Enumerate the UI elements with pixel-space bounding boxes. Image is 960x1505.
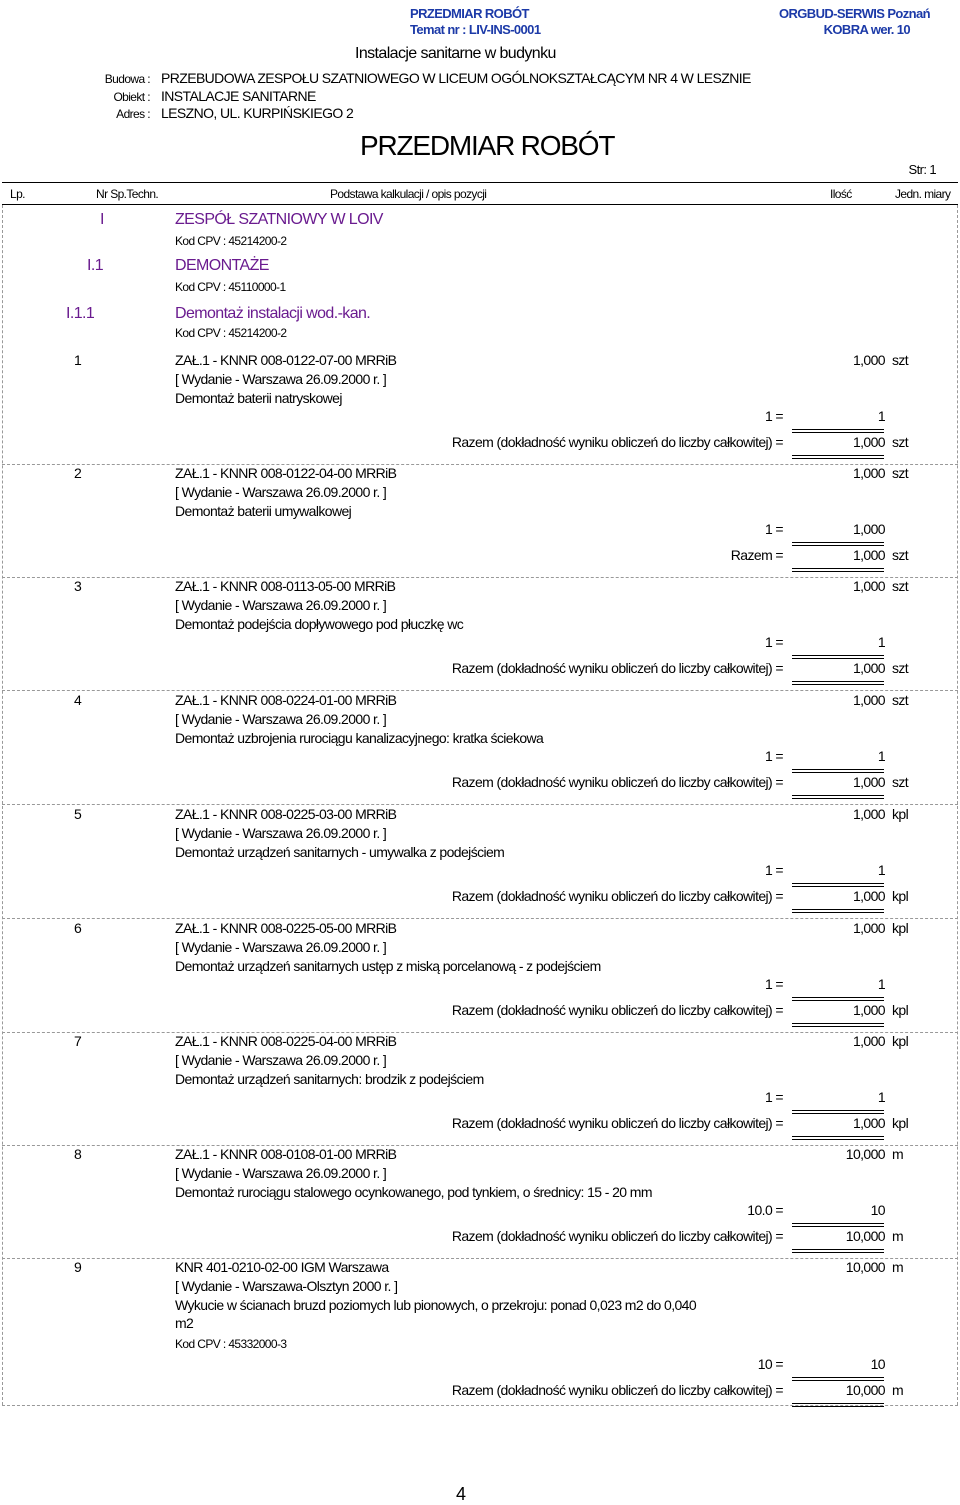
item-edition: [ Wydanie - Warszawa 26.09.2000 r. ] (175, 484, 387, 500)
col-ilosc: Ilość (830, 187, 852, 201)
section-3-title: Demontaż instalacji wod.-kan. (175, 305, 371, 322)
item-calc: 1 = (764, 862, 783, 878)
item-total-underline (792, 1136, 884, 1140)
header-rule-top (2, 182, 958, 183)
item-unit: szt (892, 352, 909, 368)
item-desc: Demontaż urządzeń sanitarnych ustęp z miską porcelanową - z podejściem (175, 958, 601, 974)
budowa-value: PRZEBUDOWA ZESPOŁU SZATNIOWEGO W LICEUM OGÓLNOKSZTAŁCĄCYM NR 4 W LESZNIE (161, 70, 751, 86)
item-desc: Demontaż urządzeń sanitarnych: brodzik z podejściem (175, 1071, 484, 1087)
section-3-num: I.1.1 (66, 305, 95, 322)
section-3-cpv: Kod CPV : 45214200-2 (175, 326, 287, 340)
item-calc-underline (792, 769, 884, 773)
item-cpv: Kod CPV : 45332000-3 (175, 1337, 287, 1351)
item-unit: m (892, 1259, 904, 1275)
header-right-subtitle: KOBRA wer. 10 (823, 22, 910, 37)
item-basis: ZAŁ.1 - KNNR 008-0225-05-00 MRRiB (175, 920, 397, 936)
item-total: 1,000 (852, 434, 885, 450)
adres-value: LESZNO, UL. KURPIŃSKIEGO 2 (161, 105, 354, 121)
item-qty: 1,000 (852, 920, 885, 936)
item-calc-underline (792, 1377, 884, 1381)
item-unit: kpl (892, 920, 909, 936)
item-unit: szt (892, 578, 909, 594)
item-razem-label: Razem = (730, 547, 783, 563)
obiekt-label: Obiekt : (113, 90, 150, 104)
item-calc-result: 1,000 (852, 521, 885, 537)
item-total: 10,000 (845, 1382, 885, 1398)
item-lp: 5 (74, 806, 82, 822)
item-razem-label: Razem (dokładność wyniku obliczeń do liczby całkowitej) = (451, 660, 783, 676)
item-total-unit: m (892, 1382, 904, 1398)
item-calc-underline (792, 542, 884, 546)
item-calc-underline (792, 655, 884, 659)
item-qty: 10,000 (845, 1259, 885, 1275)
item-total: 1,000 (852, 1002, 885, 1018)
item-qty: 1,000 (852, 465, 885, 481)
frame-right (957, 205, 958, 1405)
item-basis: KNR 401-0210-02-00 IGM Warszawa (175, 1259, 389, 1275)
item-lp: 8 (74, 1146, 82, 1162)
item-calc: 1 = (764, 521, 783, 537)
item-lp: 1 (74, 352, 82, 368)
item-lp: 3 (74, 578, 82, 594)
item-total-underline (792, 909, 884, 913)
col-nr: Nr Sp.Techn. (96, 187, 159, 201)
item-razem-label: Razem (dokładność wyniku obliczeń do liczby całkowitej) = (451, 1115, 783, 1131)
item-total-underline (792, 568, 884, 572)
item-desc: Demontaż baterii natryskowej (175, 390, 342, 406)
adres-label: Adres : (116, 107, 150, 121)
item-separator (2, 464, 958, 465)
col-podstawa: Podstawa kalkulacji / opis pozycji (330, 187, 487, 201)
item-total: 10,000 (845, 1228, 885, 1244)
item-total-unit: kpl (892, 1002, 909, 1018)
item-edition: [ Wydanie - Warszawa 26.09.2000 r. ] (175, 1165, 387, 1181)
item-separator (2, 918, 958, 919)
item-razem-label: Razem (dokładność wyniku obliczeń do liczby całkowitej) = (451, 1002, 783, 1018)
item-calc-result: 1 (877, 634, 885, 650)
item-total-underline (792, 1249, 884, 1253)
item-razem-label: Razem (dokładność wyniku obliczeń do liczby całkowitej) = (451, 888, 783, 904)
item-basis: ZAŁ.1 - KNNR 008-0225-03-00 MRRiB (175, 806, 397, 822)
item-edition: [ Wydanie - Warszawa 26.09.2000 r. ] (175, 1052, 387, 1068)
header-left-subtitle: Temat nr : LIV-INS-0001 (410, 22, 541, 37)
item-basis: ZAŁ.1 - KNNR 008-0224-01-00 MRRiB (175, 692, 397, 708)
obiekt-value: INSTALACJE SANITARNE (161, 88, 316, 104)
page-label: Str: 1 (908, 162, 936, 177)
item-basis: ZAŁ.1 - KNNR 008-0108-01-00 MRRiB (175, 1146, 397, 1162)
col-lp: Lp. (10, 187, 25, 201)
item-edition: [ Wydanie - Warszawa 26.09.2000 r. ] (175, 597, 387, 613)
section-2-num: I.1 (87, 257, 103, 274)
item-unit: m (892, 1146, 904, 1162)
item-desc: Demontaż baterii umywalkowej (175, 503, 352, 519)
item-calc-result: 10 (870, 1356, 885, 1372)
section-2-title: DEMONTAŻE (175, 257, 269, 274)
item-total: 1,000 (852, 660, 885, 676)
item-calc: 10 = (757, 1356, 783, 1372)
item-calc-result: 1 (877, 862, 885, 878)
item-unit: kpl (892, 806, 909, 822)
item-total-unit: szt (892, 547, 909, 563)
section-1-cpv: Kod CPV : 45214200-2 (175, 234, 287, 248)
item-qty: 1,000 (852, 352, 885, 368)
item-qty: 1,000 (852, 806, 885, 822)
item-qty: 1,000 (852, 1033, 885, 1049)
item-lp: 7 (74, 1033, 82, 1049)
item-edition: [ Wydanie - Warszawa 26.09.2000 r. ] (175, 939, 387, 955)
footer-page-number: 4 (456, 1484, 466, 1504)
item-total-unit: kpl (892, 1115, 909, 1131)
item-desc: Demontaż rurociągu stalowego ocynkowanego, pod tynkiem, o średnicy: 15 - 20 mm (175, 1184, 652, 1200)
section-2-cpv: Kod CPV : 45110000-1 (175, 280, 286, 294)
item-qty: 1,000 (852, 692, 885, 708)
item-razem-label: Razem (dokładność wyniku obliczeń do liczby całkowitej) = (451, 774, 783, 790)
item-lp: 4 (74, 692, 82, 708)
item-total-underline (792, 795, 884, 799)
header-left-title: PRZEDMIAR ROBÓT (410, 6, 529, 21)
item-separator (2, 577, 958, 578)
item-unit: kpl (892, 1033, 909, 1049)
header-right-title: ORGBUD-SERWIS Poznań (779, 6, 930, 21)
item-calc-result: 1 (877, 408, 885, 424)
item-separator (2, 1032, 958, 1033)
item-total: 1,000 (852, 888, 885, 904)
item-total: 1,000 (852, 1115, 885, 1131)
item-lp: 6 (74, 920, 82, 936)
frame-left (2, 205, 3, 1405)
item-separator (2, 1258, 958, 1259)
item-total-underline (792, 681, 884, 685)
item-calc: 1 = (764, 1089, 783, 1105)
item-edition: [ Wydanie - Warszawa 26.09.2000 r. ] (175, 371, 387, 387)
doc-heading: Instalacje sanitarne w budynku (355, 45, 556, 62)
item-basis: ZAŁ.1 - KNNR 008-0225-04-00 MRRiB (175, 1033, 397, 1049)
item-desc-cont: m2 (175, 1315, 194, 1331)
item-unit: szt (892, 465, 909, 481)
item-total-unit: kpl (892, 888, 909, 904)
item-desc: Wykucie w ścianach bruzd poziomych lub pionowych, o przekroju: ponad 0,023 m2 do 0,040 (175, 1297, 697, 1313)
item-total-underline (792, 1403, 884, 1407)
section-1-num: I (100, 211, 104, 228)
item-edition: [ Wydanie - Warszawa 26.09.2000 r. ] (175, 711, 387, 727)
item-basis: ZAŁ.1 - KNNR 008-0122-07-00 MRRiB (175, 352, 397, 368)
item-calc: 10.0 = (747, 1202, 783, 1218)
item-lp: 2 (74, 465, 82, 481)
item-qty: 1,000 (852, 578, 885, 594)
section-1-title: ZESPÓŁ SZATNIOWY W LOIV (175, 211, 383, 228)
item-total-unit: szt (892, 774, 909, 790)
item-calc: 1 = (764, 408, 783, 424)
item-separator (2, 690, 958, 691)
item-calc: 1 = (764, 976, 783, 992)
item-calc: 1 = (764, 748, 783, 764)
item-edition: [ Wydanie - Warszawa-Olsztyn 2000 r. ] (175, 1278, 398, 1294)
item-calc-underline (792, 1223, 884, 1227)
item-basis: ZAŁ.1 - KNNR 008-0113-05-00 MRRiB (175, 578, 396, 594)
budowa-label: Budowa : (104, 72, 150, 86)
item-total-unit: m (892, 1228, 904, 1244)
item-unit: szt (892, 692, 909, 708)
item-calc-result: 10 (870, 1202, 885, 1218)
col-jedn: Jedn. miary (895, 187, 951, 201)
main-title: PRZEDMIAR ROBÓT (360, 130, 615, 161)
item-calc-underline (792, 1110, 884, 1114)
item-calc-underline (792, 997, 884, 1001)
item-calc-underline (792, 429, 884, 433)
item-calc: 1 = (764, 634, 783, 650)
item-separator (2, 804, 958, 805)
item-total-unit: szt (892, 660, 909, 676)
item-edition: [ Wydanie - Warszawa 26.09.2000 r. ] (175, 825, 387, 841)
item-qty: 10,000 (845, 1146, 885, 1162)
item-calc-result: 1 (877, 1089, 885, 1105)
item-razem-label: Razem (dokładność wyniku obliczeń do liczby całkowitej) = (451, 1382, 783, 1398)
item-total: 1,000 (852, 774, 885, 790)
item-total: 1,000 (852, 547, 885, 563)
item-separator (2, 1145, 958, 1146)
item-calc-result: 1 (877, 748, 885, 764)
item-total-underline (792, 455, 884, 459)
header-rule-bottom (2, 204, 958, 205)
item-razem-label: Razem (dokładność wyniku obliczeń do liczby całkowitej) = (451, 1228, 783, 1244)
item-calc-underline (792, 883, 884, 887)
item-desc: Demontaż urządzeń sanitarnych - umywalka z podejściem (175, 844, 505, 860)
item-total-underline (792, 1023, 884, 1027)
item-calc-result: 1 (877, 976, 885, 992)
item-desc: Demontaż podejścia dopływowego pod płuczkę wc (175, 616, 464, 632)
item-desc: Demontaż uzbrojenia rurociągu kanalizacyjnego: kratka ściekowa (175, 730, 544, 746)
item-total-unit: szt (892, 434, 909, 450)
item-lp: 9 (74, 1259, 82, 1275)
item-basis: ZAŁ.1 - KNNR 008-0122-04-00 MRRiB (175, 465, 397, 481)
item-razem-label: Razem (dokładność wyniku obliczeń do liczby całkowitej) = (451, 434, 783, 450)
